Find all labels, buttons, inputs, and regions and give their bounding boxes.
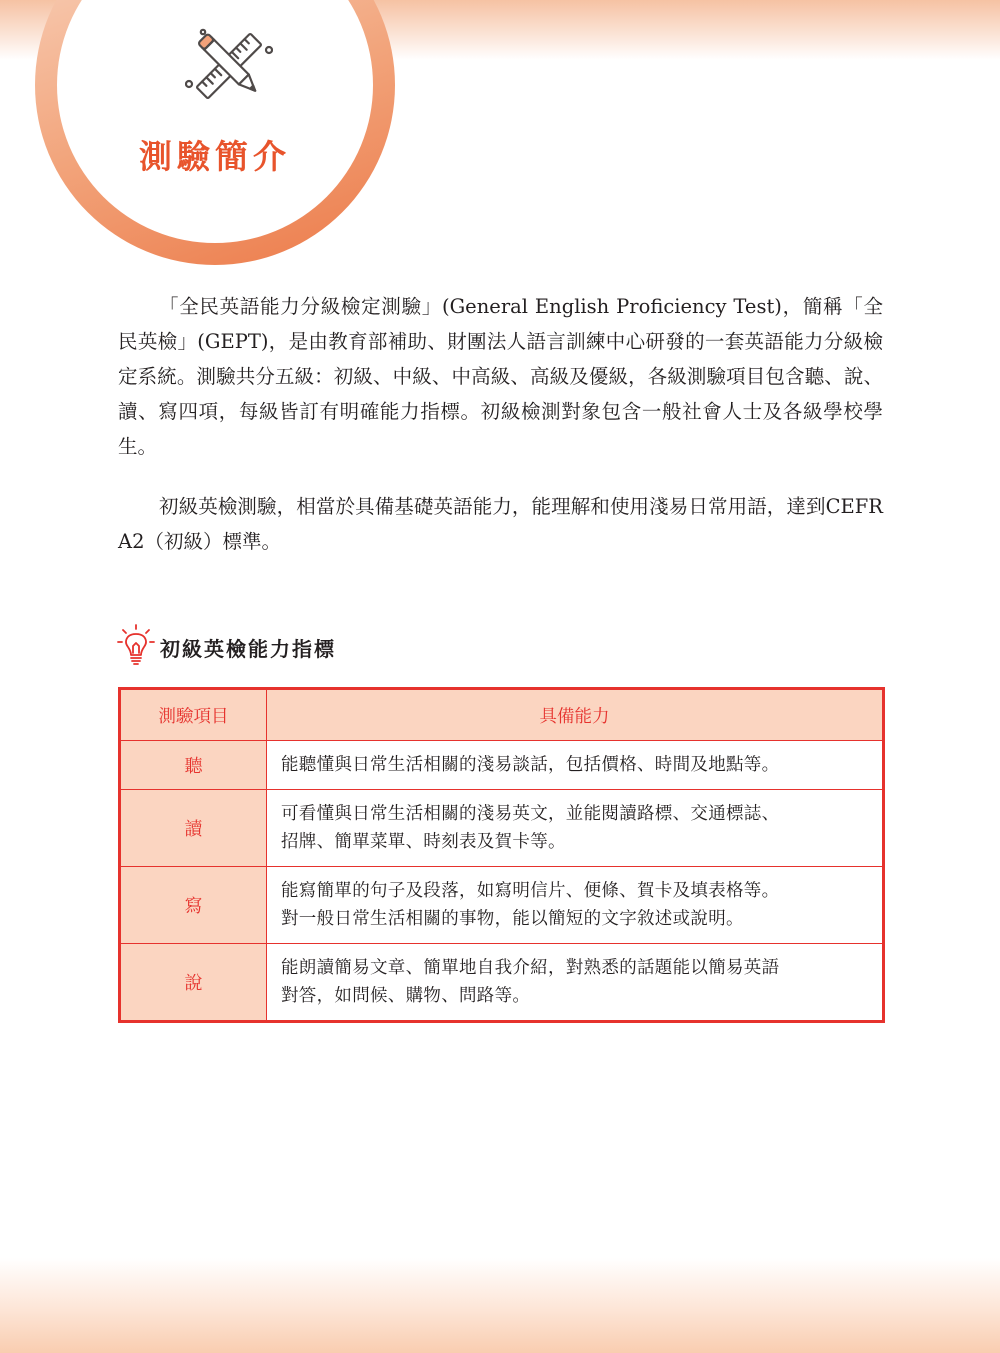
- intro-paragraph-1: [118, 289, 883, 464]
- table-row: [120, 741, 884, 790]
- table-row: [120, 790, 884, 867]
- bottom-gradient-band: [0, 1258, 1000, 1353]
- table-header-row: [120, 689, 884, 741]
- pencil-ruler-icon: [185, 22, 273, 110]
- desc-line: 能聽懂與日常生活相關的淺易談話，包括價格、時間及地點等。: [281, 755, 780, 775]
- row-item-speaking: 說: [120, 944, 267, 1022]
- desc-line: 招牌、簡單菜單、時刻表及賀卡等。: [281, 832, 566, 852]
- section-badge: [35, 0, 395, 265]
- row-desc-speaking: [267, 944, 884, 1022]
- row-desc-writing: [267, 867, 884, 944]
- row-item-writing: 寫: [120, 867, 267, 944]
- intro-text-1: 「全民英語能力分級檢定測驗」(General English Proficiency Test)，簡稱「全民英檢」(GEPT)，是由教育部補助、財團法人語言訓練中心研發的一套英語能力分級檢定系統。測驗共分五級：初級、中級、中高級、高級及優級，各級測驗項目包含聽、說、讀、寫四項，每級皆訂有明確能力指標。初級檢測對象包含一般社會人士及各級學校學生。: [118, 295, 883, 458]
- desc-line: 對答，如問候、購物、問路等。: [281, 986, 531, 1006]
- desc-line: 對一般日常生活相關的事物，能以簡短的文字敘述或說明。: [281, 909, 744, 929]
- table-row: [120, 867, 884, 944]
- row-item-listening: 聽: [120, 741, 267, 790]
- row-desc-listening: [267, 741, 884, 790]
- row-item-reading: 讀: [120, 790, 267, 867]
- desc-line: 能寫簡單的句子及段落，如寫明信片、便條、賀卡及填表格等。: [281, 881, 780, 901]
- desc-line: 可看懂與日常生活相關的淺易英文，並能閱讀路標、交通標誌、: [281, 804, 780, 824]
- ability-table: [118, 687, 885, 1023]
- section-title: 測驗簡介: [139, 137, 291, 176]
- desc-line: 能朗讀簡易文章、簡單地自我介紹，對熟悉的話題能以簡易英語: [281, 958, 780, 978]
- lightbulb-icon: [117, 623, 155, 667]
- column-header-ability: 具備能力: [267, 689, 884, 741]
- intro-text-2: 初級英檢測驗，相當於具備基礎英語能力，能理解和使用淺易日常用語，達到CEFR A2（初級）標準。: [118, 495, 883, 553]
- ability-heading: 初級英檢能力指標: [160, 637, 336, 661]
- table-row: [120, 944, 884, 1022]
- intro-paragraph-2: [118, 489, 883, 559]
- row-desc-reading: [267, 790, 884, 867]
- column-header-item: 測驗項目: [120, 689, 267, 741]
